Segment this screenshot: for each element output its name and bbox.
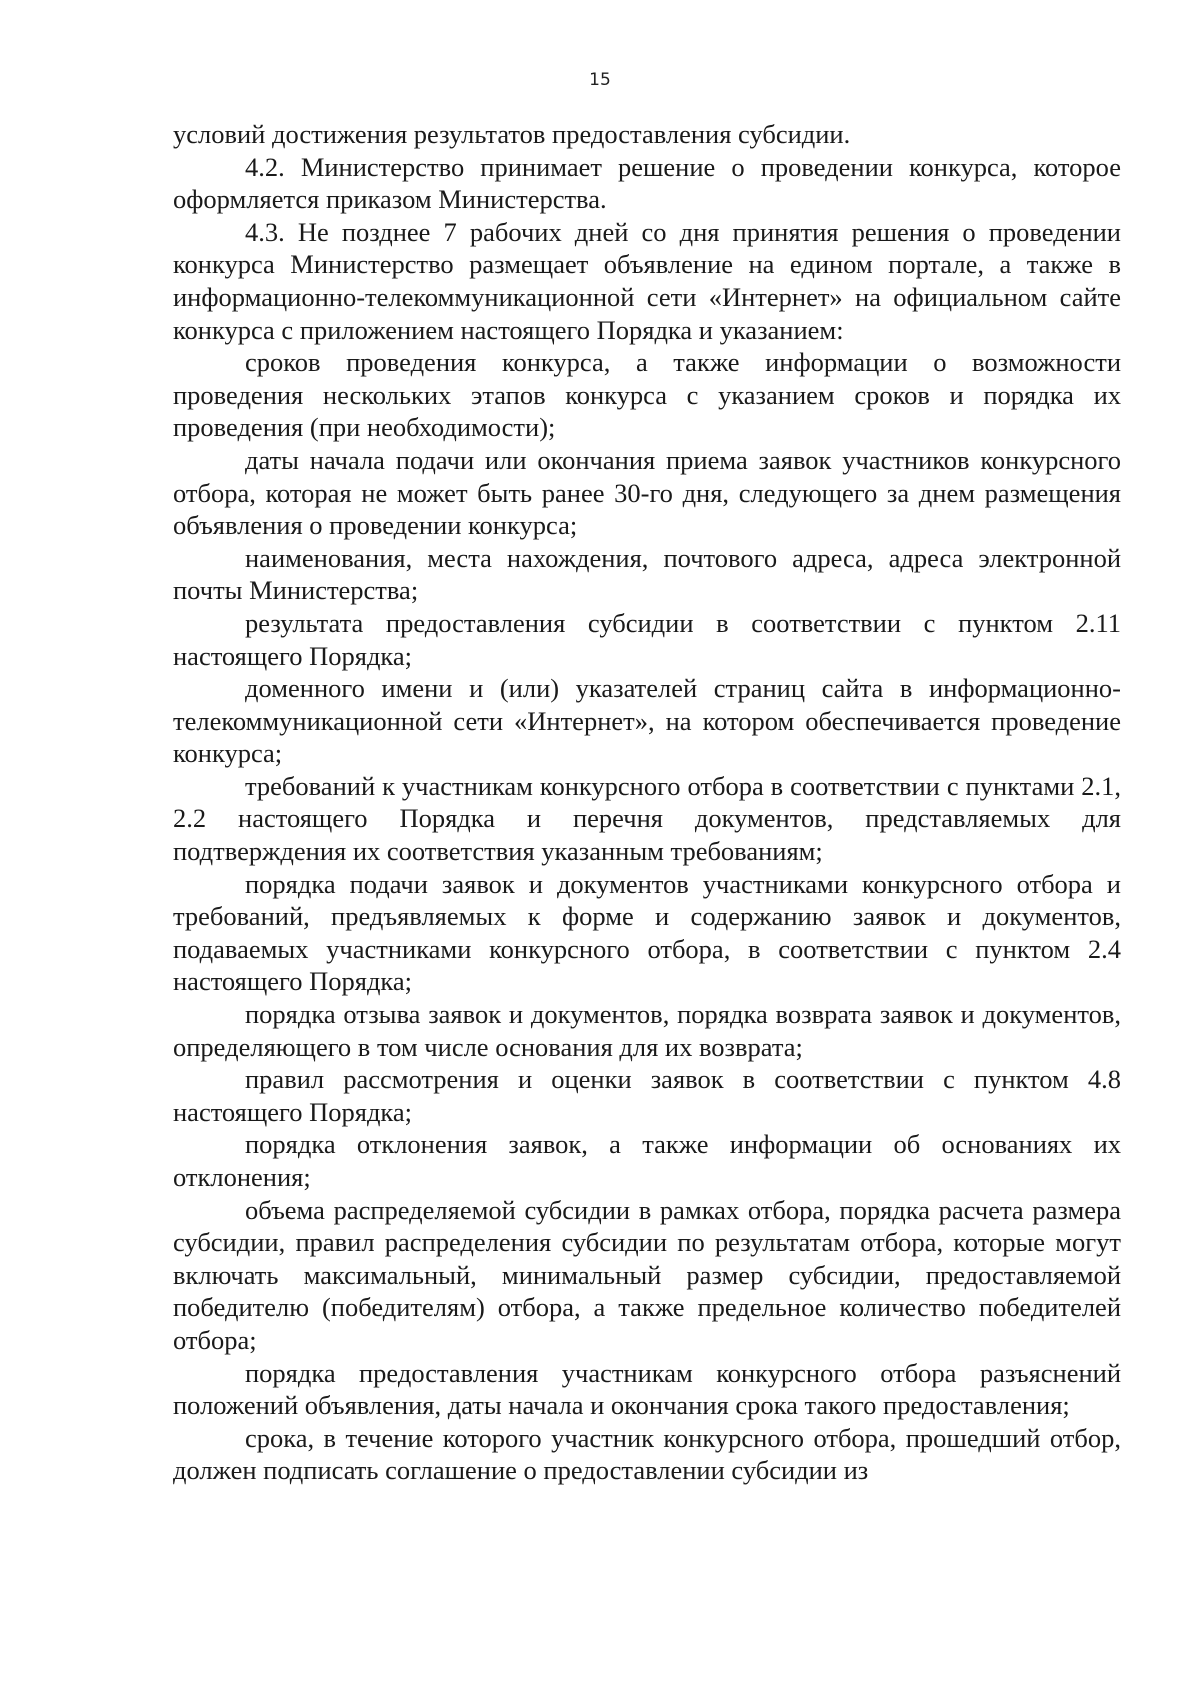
list-item-dates: даты начала подачи или окончания приема заявок участников конкурсного отбора, которая не может быть ранее 30-го дня, следующего за днем размещения объявления о проведении конкурса; <box>173 444 1121 541</box>
paragraph-continued: условий достижения результатов предоставления субсидии. <box>173 119 851 149</box>
list-item-terms: сроков проведения конкурса, а также информации о возможности проведения нескольких этапов конкурса с указанием сроков и порядка их проведения (при необходимости); <box>173 347 1121 443</box>
list-item-submission: порядка подачи заявок и документов участниками конкурсного отбора и требований, предъявляемых к форме и содержанию заявок и документов, подаваемых участниками конкурсного отбора, в соответствии с пунктом 2.4 настоящего Порядка; <box>173 868 1121 997</box>
list-item-withdrawal: порядка отзыва заявок и документов, порядка возврата заявок и документов, определяющего в том числе основания для их возврата; <box>173 999 1121 1062</box>
list-item-volume: объема распределяемой субсидии в рамках отбора, порядка расчета размера субсидии, правил распределения субсидии по результатам отбора, которые могут включать максимальный, минимальный размер субсидии, предоставляемой победителю (победителям) отбора, а также предельное количество победителей отбора; <box>173 1194 1121 1355</box>
list-item-result: результата предоставления субсидии в соответствии с пунктом 2.11 настоящего Порядка; <box>173 607 1121 671</box>
document-body <box>173 118 1121 1487</box>
list-item-requirements: требований к участникам конкурсного отбора в соответствии с пунктами 2.1, 2.2 настоящего Порядка и перечня документов, представляемых для подтверждения их соответствия указанным требованиям; <box>173 770 1121 867</box>
list-item-rejection: порядка отклонения заявок, а также информации об основаниях их отклонения; <box>173 1129 1121 1192</box>
paragraph-4-3: 4.3. Не позднее 7 рабочих дней со дня принятия решения о проведении конкурса Министерство размещает объявление на едином портале, а также в информационно-телекоммуникационной сети «Интернет» на официальном сайте конкурса с приложением настоящего Порядка и указанием: <box>173 216 1121 345</box>
list-item-domain: доменного имени и (или) указателей страниц сайта в информационно-телекоммуникационной сети «Интернет», на котором обеспечивается проведение конкурса; <box>173 673 1121 769</box>
list-item-evaluation: правил рассмотрения и оценки заявок в соответствии с пунктом 4.8 настоящего Порядка; <box>173 1064 1121 1127</box>
list-item-clarifications: порядка предоставления участникам конкурсного отбора разъяснений положений объявления, даты начала и окончания срока такого предоставления; <box>173 1357 1121 1421</box>
page-number: 15 <box>589 70 611 90</box>
paragraph-4-2: 4.2. Министерство принимает решение о проведении конкурса, которое оформляется приказом Министерства. <box>173 151 1121 215</box>
list-item-address: наименования, места нахождения, почтового адреса, адреса электронной почты Министерства; <box>173 542 1121 606</box>
list-item-agreement-term: срока, в течение которого участник конкурсного отбора, прошедший отбор, должен подписать соглашение о предоставлении субсидии из <box>173 1422 1121 1486</box>
